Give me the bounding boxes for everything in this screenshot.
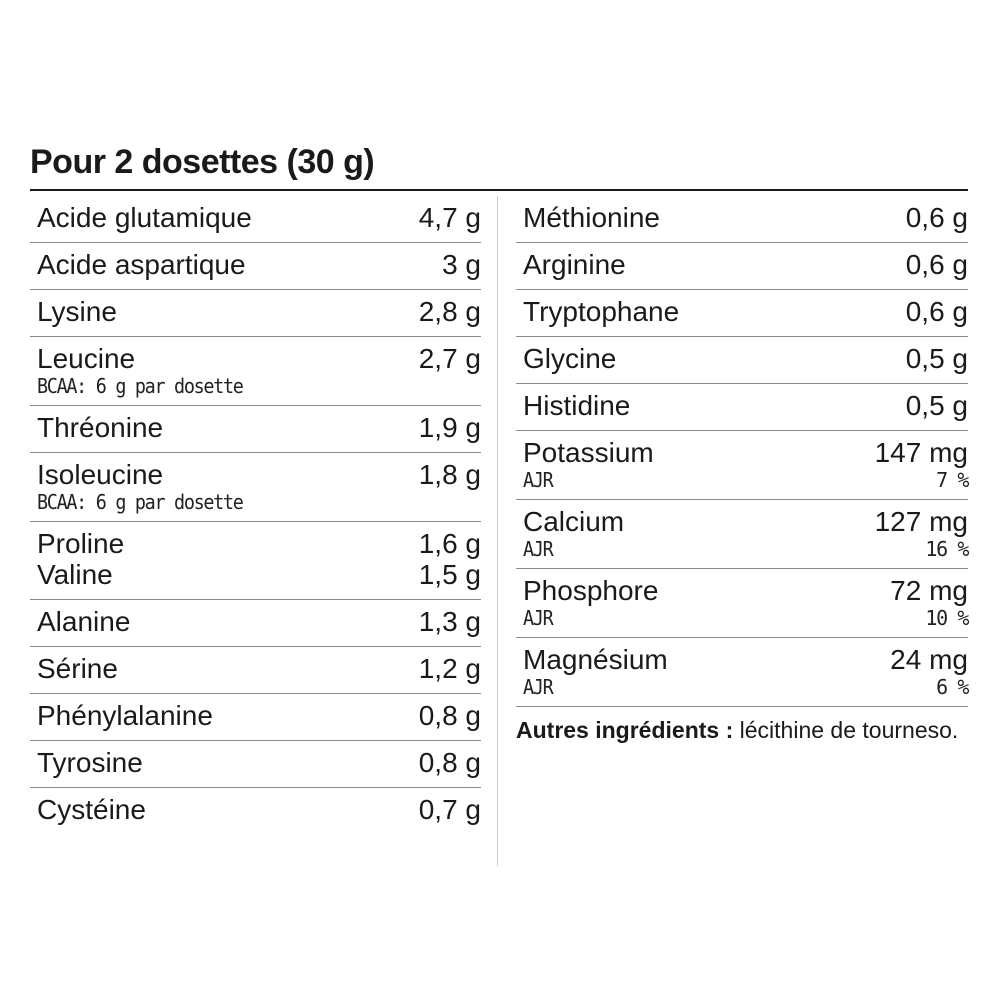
nutrient-value: 147 mg <box>874 437 968 468</box>
nutrient-name: Acide aspartique <box>37 249 246 280</box>
nutrient-row <box>30 788 481 834</box>
nutrient-name: Méthionine <box>523 202 660 233</box>
other-ingredients-text: lécithine de tourneso. <box>739 717 959 743</box>
nutrient-row <box>516 384 968 431</box>
nutrient-row <box>516 290 968 337</box>
nutrient-value: 2,7 g <box>418 343 481 374</box>
nutrient-row <box>30 406 481 453</box>
nutrient-line <box>30 600 481 646</box>
nutrient-value: 0,8 g <box>418 700 481 731</box>
ajr-label: AJR <box>523 537 553 561</box>
nutrient-value: 1,6 g <box>418 528 481 559</box>
nutrient-line <box>30 243 481 289</box>
ajr-line <box>516 537 968 568</box>
ajr-line <box>516 468 968 499</box>
nutrient-value: 1,3 g <box>418 606 481 637</box>
nutrient-row <box>30 337 481 406</box>
nutrient-row <box>516 196 968 243</box>
nutrient-name: Lysine <box>37 296 117 327</box>
nutrient-value: 4,7 g <box>418 202 481 233</box>
ajr-value: 16 % <box>925 537 968 561</box>
nutrient-row <box>30 453 481 522</box>
bcaa-note: BCAA: 6 g par dosette <box>37 490 243 514</box>
nutrient-row <box>30 694 481 741</box>
nutrient-value: 2,8 g <box>418 296 481 327</box>
nutrient-line <box>30 406 481 452</box>
nutrient-name: Glycine <box>523 343 617 374</box>
nutrient-line <box>30 741 481 787</box>
nutrient-row <box>516 337 968 384</box>
ajr-value: 6 % <box>936 675 968 699</box>
nutrient-name: Thréonine <box>37 412 164 443</box>
minerals-column <box>516 196 968 745</box>
nutrient-line <box>30 196 481 242</box>
nutrient-value: 72 mg <box>890 575 968 606</box>
nutrient-line <box>516 500 968 537</box>
nutrient-value: 0,8 g <box>418 747 481 778</box>
nutrient-name: Acide glutamique <box>37 202 252 233</box>
ajr-label: AJR <box>523 675 553 699</box>
ajr-line <box>516 606 968 637</box>
table-title: Pour 2 dosettes (30 g) <box>30 143 375 181</box>
nutrient-name: Proline <box>37 528 125 559</box>
nutrient-line <box>516 431 968 468</box>
nutrient-note <box>30 490 481 521</box>
nutrient-name: Magnésium <box>523 644 668 675</box>
nutrient-value: 0,6 g <box>905 202 968 233</box>
nutrient-name: Calcium <box>523 506 625 537</box>
nutrient-line <box>516 337 968 383</box>
nutrient-name: Arginine <box>523 249 626 280</box>
nutrient-row <box>30 647 481 694</box>
nutrient-line <box>30 337 481 374</box>
nutrient-row <box>30 741 481 788</box>
nutrient-row <box>30 600 481 647</box>
nutrient-name: Isoleucine <box>37 459 164 490</box>
nutrient-row <box>30 243 481 290</box>
nutrient-name: Leucine <box>37 343 136 374</box>
ajr-label: AJR <box>523 468 553 492</box>
nutrient-line <box>516 290 968 336</box>
nutrient-value: 1,9 g <box>418 412 481 443</box>
nutrient-name: Phosphore <box>523 575 659 606</box>
nutrient-row <box>516 431 968 500</box>
nutrient-line <box>516 569 968 606</box>
nutrient-name: Potassium <box>523 437 654 468</box>
nutrient-name: Phénylalanine <box>37 700 213 731</box>
nutrient-value: 127 mg <box>874 506 968 537</box>
other-ingredients-label: Autres ingrédients : <box>516 717 734 743</box>
nutrient-name: Sérine <box>37 653 118 684</box>
ajr-label: AJR <box>523 606 553 630</box>
nutrient-row <box>30 196 481 243</box>
nutrient-line <box>516 638 968 675</box>
ajr-line <box>516 675 968 706</box>
nutrient-name: Histidine <box>523 390 631 421</box>
nutrient-note <box>30 374 481 405</box>
nutrient-line <box>516 243 968 289</box>
amino-acids-column <box>30 196 481 834</box>
nutrient-value: 1,8 g <box>418 459 481 490</box>
nutrient-name: Valine <box>37 559 113 590</box>
nutrient-value: 1,2 g <box>418 653 481 684</box>
column-separator <box>497 196 498 866</box>
nutrient-row <box>30 290 481 337</box>
nutrient-line <box>30 788 481 834</box>
nutrient-line <box>30 559 481 599</box>
nutrient-line <box>30 453 481 490</box>
nutrient-name: Tryptophane <box>523 296 680 327</box>
ajr-value: 10 % <box>925 606 968 630</box>
nutrient-line <box>516 196 968 242</box>
nutrient-line <box>30 522 481 559</box>
nutrient-row <box>516 500 968 569</box>
nutrient-value: 3 g <box>442 249 481 280</box>
nutrient-row <box>30 522 481 600</box>
nutrient-value: 1,5 g <box>418 559 481 590</box>
nutrient-value: 0,5 g <box>905 390 968 421</box>
ajr-value: 7 % <box>936 468 968 492</box>
bcaa-note: BCAA: 6 g par dosette <box>37 374 243 398</box>
nutrient-value: 0,6 g <box>905 249 968 280</box>
nutrient-value: 24 mg <box>890 644 968 675</box>
nutrient-value: 0,6 g <box>905 296 968 327</box>
nutrient-line <box>30 694 481 740</box>
nutrient-name: Alanine <box>37 606 131 637</box>
nutrient-value: 0,7 g <box>418 794 481 825</box>
nutrient-line <box>30 290 481 336</box>
nutrient-row <box>516 569 968 638</box>
title-divider <box>30 189 968 191</box>
nutrient-row <box>516 243 968 290</box>
nutrient-name: Tyrosine <box>37 747 143 778</box>
nutrient-line <box>30 647 481 693</box>
nutrient-name: Cystéine <box>37 794 146 825</box>
nutrient-row <box>516 638 968 707</box>
nutrient-line <box>516 384 968 430</box>
other-ingredients <box>516 707 968 745</box>
nutrient-value: 0,5 g <box>905 343 968 374</box>
